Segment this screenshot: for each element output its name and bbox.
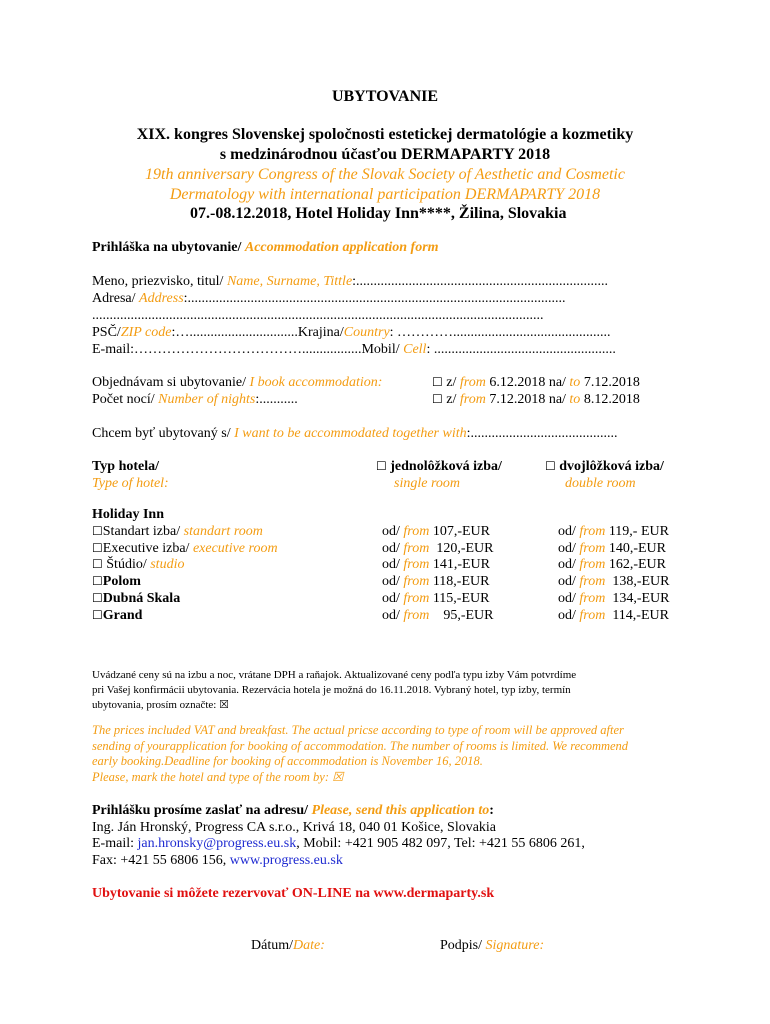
single-room-price bbox=[382, 591, 489, 607]
date-en: Date: bbox=[293, 938, 325, 953]
price-value: 114,-EUR bbox=[605, 607, 669, 623]
nights-field[interactable] bbox=[92, 392, 298, 408]
room-checkbox[interactable]: ☐ bbox=[92, 590, 103, 605]
web-link[interactable]: www.progress.eu.sk bbox=[229, 853, 343, 868]
double-room-header[interactable] bbox=[545, 459, 664, 475]
date1-b: 7.12.2018 bbox=[580, 375, 640, 390]
date2-z: z/ bbox=[446, 392, 460, 407]
price-value: 162,-EUR bbox=[605, 557, 666, 573]
note-en-line: early booking.Deadline for booking of accommodation is November 16, 2018. bbox=[92, 754, 483, 768]
send-colon: : bbox=[489, 803, 494, 818]
form-title bbox=[92, 240, 439, 256]
price-prefix: od/ bbox=[558, 590, 580, 606]
date2-from: from bbox=[459, 392, 486, 407]
price-value: 134,-EUR bbox=[605, 590, 670, 606]
note-sk-line: Uvádzané ceny sú na izbu a noc, vrátane DPH a raňajok. Aktualizované ceny podľa typu izby Vám potvrdíme bbox=[92, 669, 577, 681]
price-from: from bbox=[403, 574, 430, 590]
double-sk: dvojlôžková izba/ bbox=[559, 459, 664, 474]
note-sk-line: pri Vašej konfirmácii ubytovania. Rezervácia hotela je možná do 16.11.2018. Vybraný hotel, typ izby, termín bbox=[92, 684, 571, 696]
price-from: from bbox=[403, 540, 430, 556]
congress-title-en-2: Dermatology with international participation DERMAPARTY 2018 bbox=[169, 186, 601, 203]
date1-a: 6.12.2018 na/ bbox=[485, 375, 570, 390]
zip-country-field[interactable] bbox=[92, 325, 611, 341]
sign-en: Signature: bbox=[485, 938, 545, 953]
price-from: from bbox=[403, 557, 430, 573]
price-prefix: od/ bbox=[558, 557, 580, 573]
nights-en: Number of nights bbox=[158, 392, 256, 407]
price-value: 115,-EUR bbox=[429, 590, 490, 606]
mobile-label-en: Cell bbox=[403, 342, 427, 357]
price-from: from bbox=[579, 524, 606, 539]
address-dots: :............................................................................................................ bbox=[183, 291, 566, 306]
send-address: Ing. Ján Hronský, Progress CA s.r.o., Krivá 18, 040 01 Košice, Slovakia bbox=[92, 820, 497, 835]
country-label: :…...............................Krajina/ bbox=[171, 325, 344, 340]
name-field[interactable] bbox=[92, 274, 608, 290]
date-checkbox-2[interactable]: ☐ bbox=[432, 392, 443, 406]
room-name: Standart izba/ bbox=[102, 524, 184, 539]
price-value: 118,-EUR bbox=[429, 574, 490, 590]
together-sk: Chcem byť ubytovaný s/ bbox=[92, 426, 235, 441]
send-title bbox=[92, 803, 494, 819]
price-from: from bbox=[579, 607, 606, 623]
price-value: 119,- EUR bbox=[605, 524, 669, 539]
single-room-price bbox=[382, 574, 489, 590]
single-room-header[interactable] bbox=[376, 459, 502, 475]
send-fax bbox=[92, 853, 343, 869]
nights-dots: :........... bbox=[255, 392, 298, 407]
price-prefix: od/ bbox=[382, 540, 404, 556]
price-from: from bbox=[403, 524, 430, 539]
price-from: from bbox=[579, 590, 606, 606]
date-checkbox-1[interactable]: ☐ bbox=[432, 375, 443, 389]
event-date-place: 07.-08.12.2018, Hotel Holiday Inn****, Žilina, Slovakia bbox=[190, 205, 567, 222]
room-checkbox[interactable]: ☐ bbox=[92, 557, 103, 572]
room-checkbox[interactable]: ☐ bbox=[92, 574, 103, 589]
fax: Fax: +421 55 6806 156, bbox=[92, 853, 230, 868]
room-name: Executive izba/ bbox=[102, 540, 193, 556]
single-room-price bbox=[382, 524, 490, 540]
single-room-label-en: single room bbox=[394, 476, 460, 491]
email-mobile-field[interactable] bbox=[92, 342, 616, 358]
price-value: 141,-EUR bbox=[429, 557, 490, 573]
form-title-sk: Prihláška na ubytovanie/ bbox=[92, 240, 245, 255]
price-prefix: od/ bbox=[558, 524, 580, 539]
price-prefix: od/ bbox=[382, 557, 404, 573]
double-room-label-en: double room bbox=[565, 476, 636, 491]
date2-b: 8.12.2018 bbox=[580, 392, 640, 407]
room-checkbox[interactable]: ☐ bbox=[92, 540, 103, 555]
congress-title-sk-2: s medzinárodnou účasťou DERMAPARTY 2018 bbox=[219, 146, 551, 163]
price-from: from bbox=[403, 607, 430, 623]
hotel-row-label[interactable] bbox=[92, 574, 141, 590]
hotel-type-label: Typ hotela/ bbox=[92, 459, 160, 474]
single-sk: jednolôžková izba/ bbox=[390, 459, 502, 474]
room-name: Dubná Skala bbox=[102, 590, 181, 606]
date-field[interactable] bbox=[251, 938, 325, 954]
phones: , Mobil: +421 905 482 097, Tel: +421 55 6806 261, bbox=[296, 836, 585, 851]
single-room-price bbox=[382, 608, 494, 624]
double-room-checkbox[interactable]: ☐ bbox=[545, 459, 556, 473]
note-en-line: sending of yourapplication for booking of accommodation. The number of rooms is limited. We recommend bbox=[92, 738, 629, 753]
email-link[interactable]: jan.hronsky@progress.eu.sk bbox=[137, 836, 297, 851]
room-name: Štúdio/ bbox=[102, 557, 151, 573]
sign-sk: Podpis/ bbox=[440, 938, 486, 953]
single-room-checkbox[interactable]: ☐ bbox=[376, 459, 387, 473]
zip-label: PSČ/ bbox=[92, 325, 121, 340]
date-sk: Dátum/ bbox=[251, 938, 293, 953]
hotel-row-label[interactable] bbox=[92, 608, 142, 624]
together-en: I want to be accommodated together with bbox=[234, 426, 467, 441]
email-label-static: E-mail: bbox=[92, 836, 138, 851]
double-room-price bbox=[558, 541, 666, 557]
price-prefix: od/ bbox=[558, 540, 580, 556]
note-sk-line: ubytovania, prosím označte: ☒ bbox=[92, 699, 229, 711]
price-from: from bbox=[579, 540, 606, 556]
together-dots: :.......................................... bbox=[466, 426, 618, 441]
price-from: from bbox=[579, 574, 606, 590]
price-value: 138,-EUR bbox=[605, 574, 670, 590]
send-contact bbox=[92, 836, 585, 852]
address-field[interactable] bbox=[92, 291, 566, 307]
price-prefix: od/ bbox=[382, 524, 404, 539]
note-en bbox=[92, 723, 628, 785]
double-room-price bbox=[558, 557, 666, 573]
name-dots: :........................................................................ bbox=[352, 274, 609, 289]
name-label: Meno, priezvisko, titul/ bbox=[92, 274, 227, 289]
hotel-row-label[interactable] bbox=[92, 524, 263, 540]
price-value: 95,-EUR bbox=[429, 607, 494, 623]
date-option-2[interactable] bbox=[432, 392, 640, 408]
single-room-price bbox=[382, 557, 490, 573]
price-prefix: od/ bbox=[382, 574, 404, 590]
double-room-price bbox=[558, 574, 670, 590]
note-en-line: Please, mark the hotel and type of the room by: ☒ bbox=[92, 769, 344, 784]
double-room-price bbox=[558, 608, 669, 624]
send-title-en: Please, send this application to bbox=[311, 803, 490, 818]
date-option-1[interactable] bbox=[432, 375, 640, 391]
price-value: 140,-EUR bbox=[605, 540, 666, 556]
mobile-dots: : .................................................... bbox=[426, 342, 616, 357]
hotel-type-label-en: Type of hotel: bbox=[92, 476, 169, 491]
double-room-price bbox=[558, 591, 670, 607]
note-sk bbox=[92, 668, 576, 713]
order-en: I book accommodation: bbox=[249, 375, 383, 390]
page-title: UBYTOVANIE bbox=[331, 88, 439, 105]
room-checkbox[interactable]: ☐ bbox=[92, 607, 103, 622]
single-room-price bbox=[382, 541, 494, 557]
signature-field[interactable] bbox=[440, 938, 544, 954]
room-name-en: executive room bbox=[192, 540, 278, 556]
price-prefix: od/ bbox=[382, 607, 404, 623]
hotel-row-label[interactable] bbox=[92, 557, 184, 573]
send-title-sk: Prihlášku prosíme zaslať na adresu/ bbox=[92, 803, 312, 818]
room-name: Grand bbox=[102, 607, 143, 623]
note-en-line: The prices included VAT and breakfast. The actual pricse according to type of room will be approved after bbox=[92, 723, 624, 737]
room-checkbox[interactable]: ☐ bbox=[92, 524, 103, 538]
date1-z: z/ bbox=[446, 375, 460, 390]
price-from: from bbox=[579, 557, 606, 573]
room-name-en: studio bbox=[150, 557, 185, 573]
congress-title-en-1: 19th anniversary Congress of the Slovak Society of Aesthetic and Cosmetic bbox=[145, 166, 625, 183]
address-label-en: Address bbox=[139, 291, 184, 306]
price-value: 120,-EUR bbox=[429, 540, 494, 556]
date1-from: from bbox=[459, 375, 486, 390]
hotel-row-label[interactable] bbox=[92, 591, 180, 607]
email-label: E-mail:……………………………….................Mobil/ bbox=[92, 342, 404, 357]
congress-title-sk-1: XIX. kongres Slovenskej spoločnosti estetickej dermatológie a kozmetiky bbox=[136, 126, 634, 143]
book-accommodation-label bbox=[92, 375, 382, 391]
name-label-en: Name, Surname, Tittle bbox=[226, 274, 353, 289]
room-name: Polom bbox=[102, 574, 141, 590]
price-prefix: od/ bbox=[382, 590, 404, 606]
price-prefix: od/ bbox=[558, 607, 580, 623]
zip-label-en: ZIP code bbox=[120, 325, 172, 340]
order-sk: Objednávam si ubytovanie/ bbox=[92, 375, 250, 390]
price-value: 107,-EUR bbox=[429, 524, 490, 539]
date2-a: 7.12.2018 na/ bbox=[485, 392, 570, 407]
hotel-name: Holiday Inn bbox=[92, 507, 164, 522]
form-title-en: Accommodation application form bbox=[244, 240, 439, 255]
hotel-row-label[interactable] bbox=[92, 541, 278, 557]
double-room-price bbox=[558, 524, 669, 540]
price-from: from bbox=[403, 590, 430, 606]
date2-to: to bbox=[569, 392, 581, 407]
country-label-en: Country bbox=[343, 325, 390, 340]
address-line-2[interactable]: ................................................................................................................................. bbox=[92, 308, 544, 323]
nights-sk: Počet nocí/ bbox=[92, 392, 159, 407]
price-prefix: od/ bbox=[558, 574, 580, 590]
date1-to: to bbox=[569, 375, 581, 390]
room-name-en: standart room bbox=[183, 524, 263, 539]
online-booking[interactable]: Ubytovanie si môžete rezervovať ON-LINE na www.dermaparty.sk bbox=[92, 886, 495, 901]
address-label: Adresa/ bbox=[92, 291, 140, 306]
together-field[interactable] bbox=[92, 426, 618, 442]
country-dots: : …………............................................. bbox=[389, 325, 611, 340]
